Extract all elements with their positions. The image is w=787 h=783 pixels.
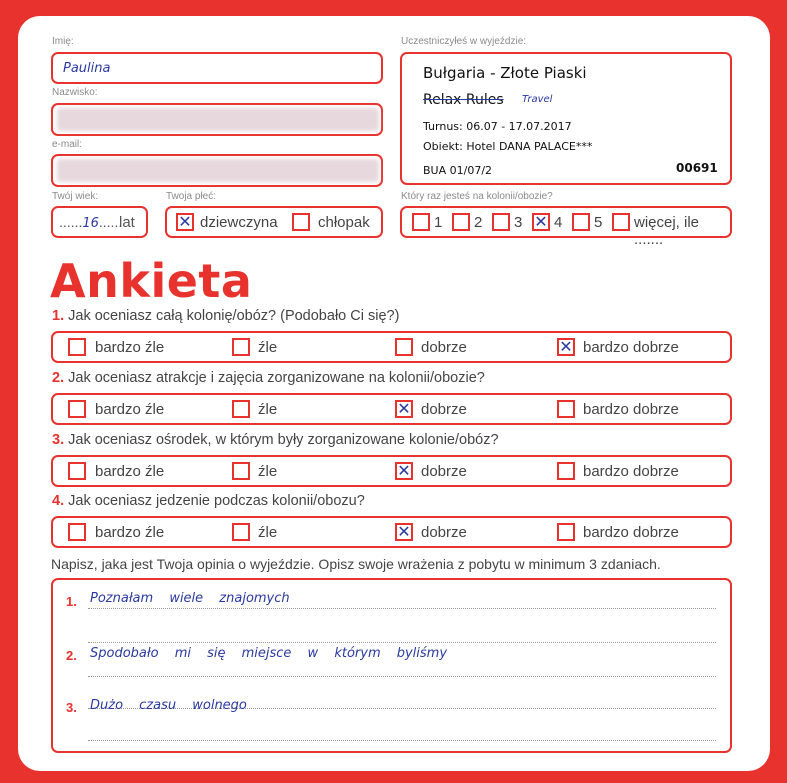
question-3 [52, 432, 499, 448]
check-mark: ✕ [559, 337, 573, 356]
q4-option-1: bardzo źle [95, 524, 165, 541]
age-unit: lat [119, 214, 135, 231]
gender-field [165, 206, 383, 238]
q3-option-3: dobrze [421, 463, 467, 480]
q4-checkbox-1[interactable] [68, 523, 86, 541]
q4-option-4: bardzo dobrze [583, 524, 679, 541]
times-option-2: 2 [474, 214, 483, 231]
times-checkbox-5[interactable] [572, 213, 590, 231]
question-number: 1. [52, 308, 65, 324]
check-mark: ✕ [534, 212, 548, 231]
q2-option-4: bardzo dobrze [583, 401, 679, 418]
times-checkbox-2[interactable] [452, 213, 470, 231]
question-number: 4. [52, 493, 65, 509]
times-checkbox-4[interactable] [532, 213, 550, 231]
q4-option-2: źle [258, 524, 278, 541]
q2-checkbox-2[interactable] [232, 400, 250, 418]
trip-destination: Bułgaria - Złote Piaski [423, 64, 587, 82]
check-mark: ✕ [397, 522, 411, 541]
q2-checkbox-4[interactable] [557, 400, 575, 418]
q1-checkbox-4[interactable] [557, 338, 575, 356]
q3-checkbox-3[interactable] [395, 462, 413, 480]
times-field [400, 206, 732, 248]
age-value: 16 [82, 216, 99, 231]
question-1 [52, 308, 399, 324]
q3-option-1: bardzo źle [95, 463, 165, 480]
gender-option-girl: dziewczyna [200, 214, 278, 231]
question-text: Jak oceniasz ośrodek, w którym były zorganizowane kolonie/obóz? [68, 432, 499, 448]
gender-checkbox-girl[interactable] [176, 213, 194, 231]
q2-option-1: bardzo źle [95, 401, 165, 418]
question-text: Jak oceniasz całą kolonię/obóz? (Podobało Ci się?) [68, 308, 400, 324]
opinion-line [88, 740, 716, 741]
question-2 [52, 370, 485, 386]
q2-checkbox-3[interactable] [395, 400, 413, 418]
trip-box [400, 52, 732, 185]
q3-checkbox-2[interactable] [232, 462, 250, 480]
question-4 [52, 493, 365, 509]
times-checkbox-1[interactable] [412, 213, 430, 231]
q4-checkbox-4[interactable] [557, 523, 575, 541]
times-option-3: 3 [514, 214, 523, 231]
check-mark: ✕ [397, 399, 411, 418]
times-option-5: 5 [594, 214, 603, 231]
surname-field[interactable] [51, 103, 383, 136]
age-dots-left: ...... [59, 214, 83, 230]
q4-option-3: dobrze [421, 524, 467, 541]
trip-label: Uczestniczyłeś w wyjeździe: [401, 36, 527, 47]
times-label: Który raz jesteś na kolonii/obozie? [401, 191, 553, 202]
gender-checkbox-boy[interactable] [292, 213, 310, 231]
q2-option-2: źle [258, 401, 278, 418]
trip-code: BUA 01/07/2 [423, 164, 493, 177]
trip-organizer-note: Travel [522, 94, 553, 105]
trip-organizer: Relax Rules [423, 92, 504, 108]
trip-obiekt: Obiekt: Hotel DANA PALACE*** [423, 140, 593, 153]
q3-checkbox-1[interactable] [68, 462, 86, 480]
age-dots-right: ...... [98, 214, 123, 230]
opinion-number-1: 1. [66, 594, 77, 609]
age-label: Twój wiek: [52, 191, 99, 202]
opinion-number-3: 3. [66, 700, 77, 715]
email-redacted [57, 159, 379, 182]
opinion-line [88, 642, 716, 643]
name-value: Paulina [63, 61, 111, 76]
q2-option-3: dobrze [421, 401, 467, 418]
question-number: 2. [52, 370, 65, 386]
q1-option-3: dobrze [421, 339, 467, 356]
age-field[interactable] [51, 206, 148, 238]
trip-number: 00691 [676, 161, 718, 175]
q4-checkbox-3[interactable] [395, 523, 413, 541]
q4-checkbox-2[interactable] [232, 523, 250, 541]
q1-checkbox-2[interactable] [232, 338, 250, 356]
opinion-text-2: Spodobało mi się miejsce w którym byliśmy [90, 646, 448, 661]
opinion-prompt: Napisz, jaka jest Twoja opinia o wyjeździe. Opisz swoje wrażenia z pobytu w minimum 3 zdaniach. [51, 556, 661, 572]
name-field[interactable] [51, 52, 383, 84]
times-checkbox-3[interactable] [492, 213, 510, 231]
opinion-number-2: 2. [66, 648, 77, 663]
trip-turnus: Turnus: 06.07 - 17.07.2017 [423, 120, 572, 133]
gender-label: Twoja płeć: [166, 191, 217, 202]
question-number: 3. [52, 432, 65, 448]
q3-option-4: bardzo dobrze [583, 463, 679, 480]
name-label: Imię: [52, 36, 74, 47]
q3-option-2: źle [258, 463, 278, 480]
opinion-text-3: Dużo czasu wolnego [90, 698, 247, 713]
times-option-more: więcej, ile ....... [634, 214, 700, 248]
opinion-line [88, 608, 716, 609]
q1-checkbox-3[interactable] [395, 338, 413, 356]
surname-redacted [57, 108, 379, 131]
q1-option-4: bardzo dobrze [583, 339, 679, 356]
q1-checkbox-1[interactable] [68, 338, 86, 356]
email-field[interactable] [51, 154, 383, 187]
q1-option-2: źle [258, 339, 278, 356]
email-label: e-mail: [52, 139, 83, 150]
question-text: Jak oceniasz atrakcje i zajęcia zorganizowane na kolonii/obozie? [68, 370, 485, 386]
check-mark: ✕ [178, 212, 192, 231]
surname-label: Nazwisko: [52, 87, 98, 98]
question-text: Jak oceniasz jedzenie podczas kolonii/obozu? [68, 493, 365, 509]
times-checkbox-more[interactable] [612, 213, 630, 231]
times-option-4: 4 [554, 214, 563, 231]
check-mark: ✕ [397, 461, 411, 480]
q1-option-1: bardzo źle [95, 339, 165, 356]
times-option-1: 1 [434, 214, 443, 231]
opinion-line [88, 676, 716, 677]
survey-title: Ankieta [50, 254, 253, 308]
q3-checkbox-4[interactable] [557, 462, 575, 480]
gender-option-boy: chłopak [318, 214, 370, 231]
opinion-text-1: Poznałam wiele znajomych [90, 591, 290, 606]
q2-checkbox-1[interactable] [68, 400, 86, 418]
